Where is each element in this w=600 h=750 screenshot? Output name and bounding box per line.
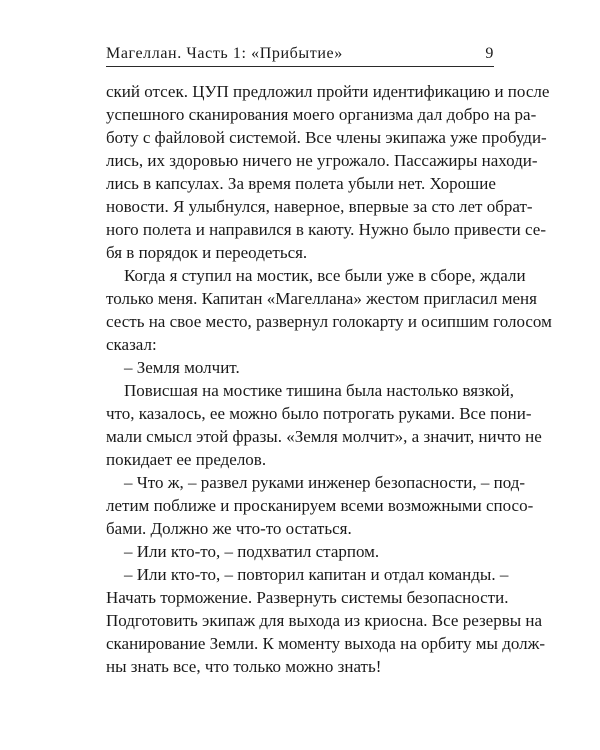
text-line: Когда я ступил на мостик, все были уже в сборе, ждали <box>124 266 526 285</box>
text-line: успешного сканирования моего организма дал добро на ра- <box>106 105 537 124</box>
page-number: 9 <box>485 45 494 62</box>
running-head <box>106 41 494 63</box>
text-line: ский отсек. ЦУП предложил пройти идентификацию и после <box>106 82 550 101</box>
text-line: что, казалось, ее можно было потрогать руками. Все пони- <box>106 404 532 423</box>
text-line: летим поближе и просканируем всеми возможными спосо- <box>106 496 534 515</box>
text-line: ны знать все, что только можно знать! <box>106 657 382 676</box>
text-line: только меня. Капитан «Магеллана» жестом пригласил меня <box>106 289 537 308</box>
text-line: мали смысл этой фразы. «Земля молчит», а значит, ничто не <box>106 427 542 446</box>
text-line: Повисшая на мостике тишина была настолько вязкой, <box>124 381 515 400</box>
text-line: сказал: <box>106 335 157 354</box>
text-line: лись, их здоровью ничего не угрожало. Пассажиры находи- <box>106 151 538 170</box>
text-line: сесть на свое место, развернул голокарту и осипшим голосом <box>106 312 552 331</box>
text-line: – Земля молчит. <box>124 358 240 377</box>
text-line: бами. Должно же что-то остаться. <box>106 519 352 538</box>
text-line: ного полета и направился в каюту. Нужно было привести се- <box>106 220 546 239</box>
text-line: – Что ж, – развел руками инженер безопасности, – под- <box>124 473 526 492</box>
text-line: новости. Я улыбнулся, наверное, впервые за сто лет обрат- <box>106 197 533 216</box>
running-title: Магеллан. Часть 1: «Прибытие» <box>106 45 343 62</box>
text-line: покидает ее пределов. <box>106 450 267 469</box>
text-line: – Или кто-то, – повторил капитан и отдал команды. – <box>124 565 509 584</box>
text-line: – Или кто-то, – подхватил старпом. <box>124 542 380 561</box>
text-line: сканирование Земли. К моменту выхода на орбиту мы долж- <box>106 634 546 653</box>
text-line: бя в порядок и переодеться. <box>106 243 308 262</box>
text-line: Подготовить экипаж для выхода из криосна. Все резервы на <box>106 611 543 630</box>
text-line: боту с файловой системой. Все члены экипажа уже пробуди- <box>106 128 547 147</box>
body-text <box>106 80 552 678</box>
header-rule <box>106 66 494 67</box>
text-line: Начать торможение. Развернуть системы безопасности. <box>106 588 509 607</box>
text-line: лись в капсулах. За время полета убыли нет. Хорошие <box>106 174 496 193</box>
